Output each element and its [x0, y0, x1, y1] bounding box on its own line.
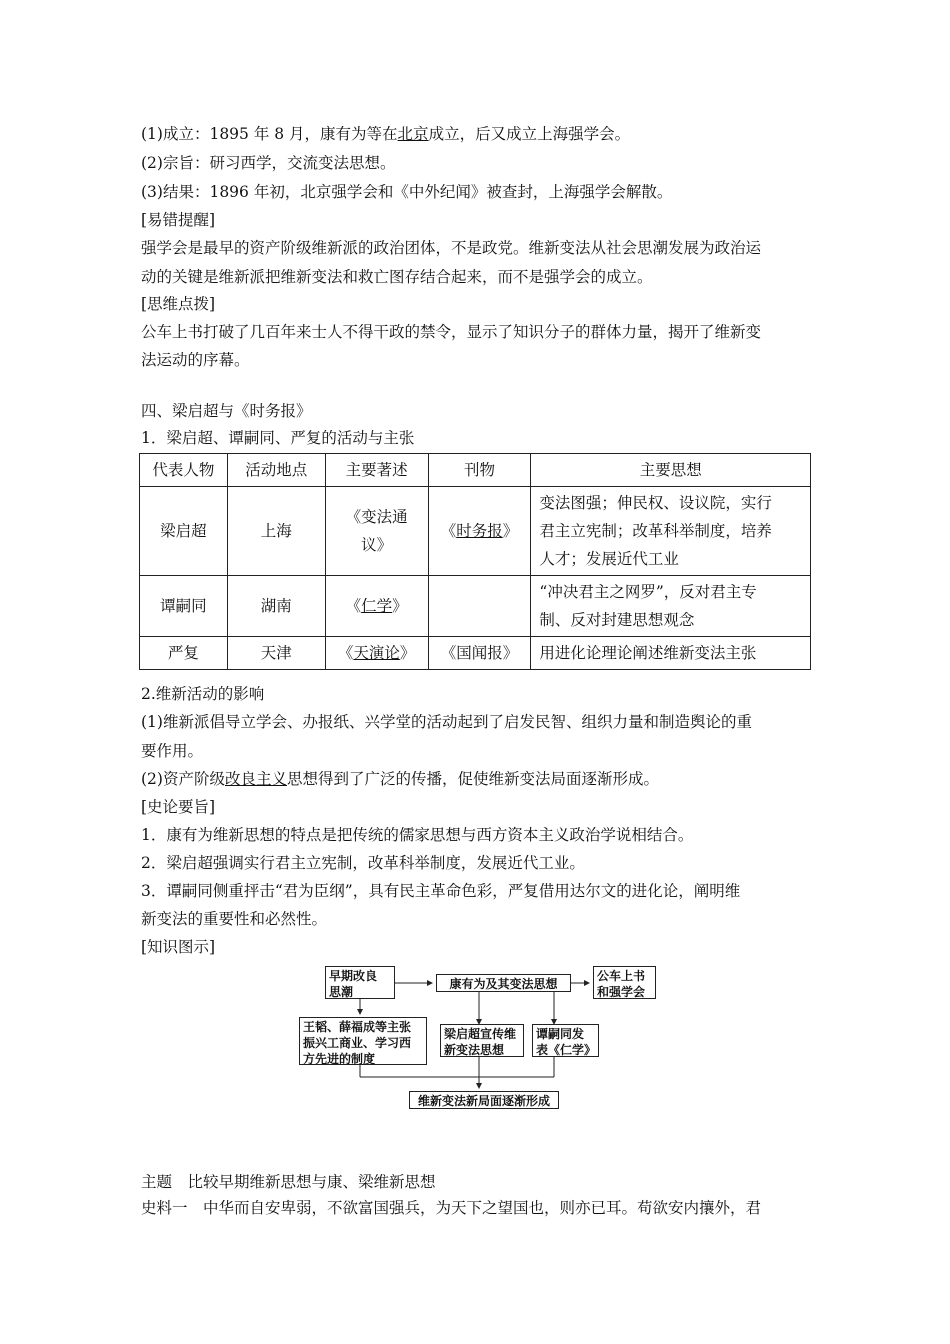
table-header-row: [140, 454, 811, 487]
text-line: 2．梁启超强调实行君主立宪制，改革科举制度，发展近代工业。: [141, 854, 585, 872]
subheading: 2.维新活动的影响: [141, 685, 265, 703]
table-row: [140, 487, 811, 576]
table-row: [140, 576, 811, 637]
cell-paper: 《国闻报》: [428, 637, 531, 670]
cell-person: 谭嗣同: [140, 576, 228, 637]
section-heading: 四、梁启超与《时务报》: [141, 402, 312, 420]
text-line: (3)结果：1896 年初，北京强学会和《中外纪闻》被查封，上海强学会解散。: [141, 183, 673, 201]
topic-heading: 主题 比较早期维新思想与康、梁维新思想: [141, 1173, 436, 1191]
text-line: 史料一 中华而自安卑弱，不欲富国强兵，为天下之望国也，则亦已耳。苟欲安内攘外，君: [141, 1199, 762, 1217]
section-tag: [思维点拨]: [141, 295, 216, 313]
table-header: 主要思想: [531, 454, 811, 487]
cell-idea: 变法图强；伸民权、设议院，实行 君主立宪制；改革科举制度，培养 人才；发展近代工业: [531, 487, 811, 576]
text-line: 1．康有为维新思想的特点是把传统的儒家思想与西方资本主义政治学说相结合。: [141, 826, 694, 844]
table-header: 代表人物: [140, 454, 228, 487]
cell-work: 《天演论》: [325, 637, 428, 670]
cell-person: 梁启超: [140, 487, 228, 576]
section-tag: [史论要旨]: [141, 798, 216, 816]
table-row: [140, 637, 811, 670]
underlined-term: 改良主义: [224, 770, 287, 788]
text-line: 要作用。: [141, 742, 204, 760]
box-kang: 康有为及其变法思想: [436, 974, 571, 992]
cell-paper: [428, 576, 531, 637]
table-header: 主要著述: [325, 454, 428, 487]
text-line: 动的关键是维新派把维新变法和救亡图存结合起来，而不是强学会的成立。: [141, 268, 653, 286]
text-line: 新变法的重要性和必然性。: [141, 910, 328, 928]
cell-place: 上海: [227, 487, 325, 576]
cell-idea: 用进化论理论阐述维新变法主张: [531, 637, 811, 670]
section-tag: [易错提醒]: [141, 211, 216, 229]
text-line: 3．谭嗣同侧重抨击“君为臣纲”，具有民主革命色彩，严复借用达尔文的进化论，阐明维: [141, 882, 741, 900]
text-line: 公车上书打破了几百年来士人不得干政的禁令，显示了知识分子的群体力量，揭开了维新变: [141, 323, 762, 341]
cell-place: 天津: [227, 637, 325, 670]
knowledge-diagram: [297, 961, 657, 1116]
box-early-reform: 早期改良 思潮: [325, 966, 395, 999]
box-gongche: 公车上书 和强学会: [593, 966, 656, 999]
cell-paper: 《时务报》: [428, 487, 531, 576]
underlined-term: 北京: [397, 125, 429, 143]
text-line: (2)宗旨：研习西学，交流变法思想。: [141, 154, 396, 172]
cell-work: 《仁学》: [325, 576, 428, 637]
text-line: (1)成立：1895 年 8 月，康有为等在北京成立，后又成立上海强学会。: [141, 125, 631, 143]
text-line: 强学会是最早的资产阶级维新派的政治团体，不是政党。维新变法从社会思潮发展为政治运: [141, 239, 762, 257]
cell-place: 湖南: [227, 576, 325, 637]
box-tan: 谭嗣同发 表《仁学》: [532, 1024, 599, 1057]
text-line: (1)维新派倡导立学会、办报纸、兴学堂的活动起到了启发民智、组织力量和制造舆论的重: [141, 713, 752, 731]
table-header: 活动地点: [227, 454, 325, 487]
subheading: 1．梁启超、谭嗣同、严复的活动与主张: [141, 429, 415, 447]
text-line: 法运动的序幕。: [141, 351, 250, 369]
section-tag: [知识图示]: [141, 938, 216, 956]
box-result: 维新变法新局面逐渐形成: [409, 1091, 559, 1109]
cell-idea: “冲决君主之网罗”，反对君主专 制、反对封建思想观念: [531, 576, 811, 637]
box-wangtao: 王韬、薛福成等主张 振兴工商业、学习西 方先进的制度: [299, 1017, 427, 1065]
text-line: (2)资产阶级改良主义思想得到了广泛的传播，促使维新变法局面逐渐形成。: [141, 770, 659, 788]
cell-person: 严复: [140, 637, 228, 670]
table-header: 刊物: [428, 454, 531, 487]
cell-work: 《变法通 议》: [325, 487, 428, 576]
comparison-table: [139, 453, 811, 670]
box-liang: 梁启超宣传维 新变法思想: [440, 1024, 524, 1057]
